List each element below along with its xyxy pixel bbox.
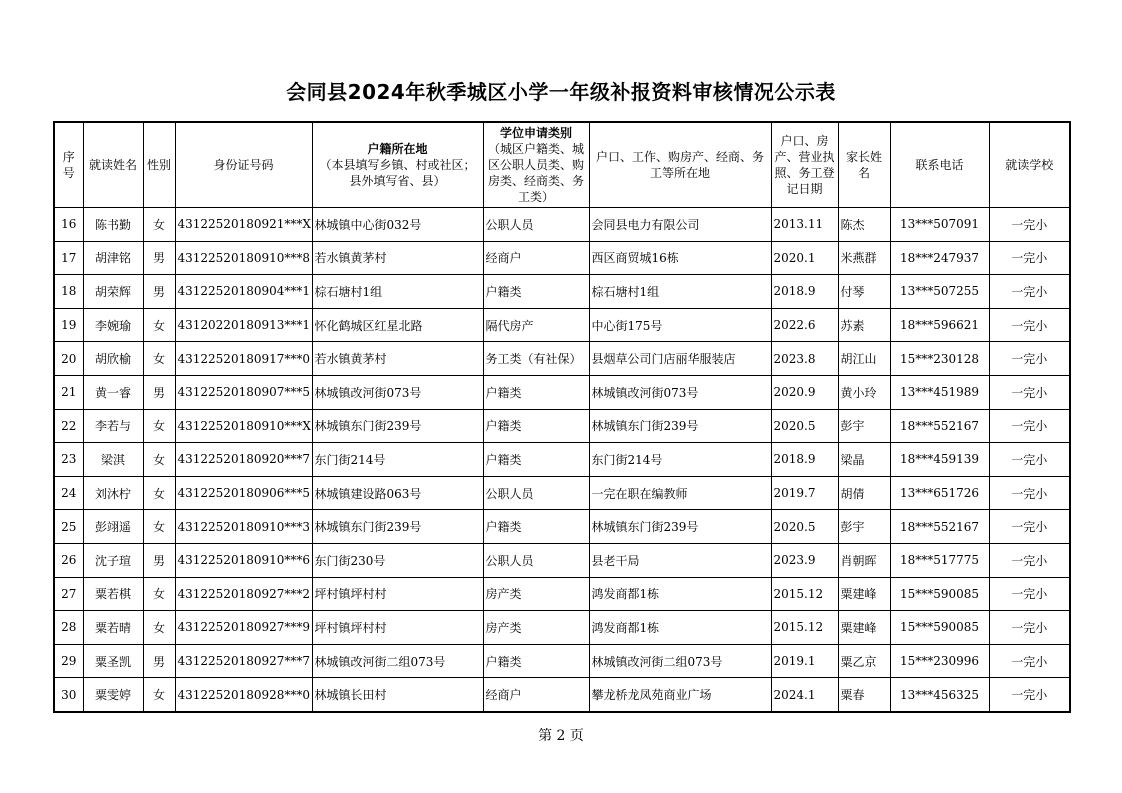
cell-hukou: 林城镇中心街032号 xyxy=(312,208,483,242)
cell-address: 鸿发商都1栋 xyxy=(589,611,771,645)
cell-category: 务工类（有社保） xyxy=(483,342,589,376)
cell-seq: 30 xyxy=(54,678,83,712)
cell-seq: 18 xyxy=(54,275,83,309)
cell-address: 西区商贸城16栋 xyxy=(589,241,771,275)
cell-id: 43122520180928***0 xyxy=(175,678,312,712)
cell-category: 公职人员 xyxy=(483,543,589,577)
cell-parent: 黄小玲 xyxy=(838,375,890,409)
cell-parent: 粟春 xyxy=(838,678,890,712)
table-row xyxy=(54,208,1070,242)
cell-date: 2020.9 xyxy=(771,375,838,409)
cell-name: 梁淇 xyxy=(83,443,143,477)
cell-category: 经商户 xyxy=(483,678,589,712)
cell-gender: 男 xyxy=(143,275,175,309)
cell-hukou: 林城镇长田村 xyxy=(312,678,483,712)
cell-parent: 彭宇 xyxy=(838,409,890,443)
cell-id: 43122520180910***6 xyxy=(175,543,312,577)
cell-id: 43122520180910***X xyxy=(175,409,312,443)
cell-category: 公职人员 xyxy=(483,208,589,242)
cell-school: 一完小 xyxy=(989,611,1070,645)
cell-address: 东门街214号 xyxy=(589,443,771,477)
cell-hukou: 东门街214号 xyxy=(312,443,483,477)
header-phone: 联系电话 xyxy=(890,122,989,208)
cell-hukou: 坪村镇坪村村 xyxy=(312,577,483,611)
header-school: 就读学校 xyxy=(989,122,1070,208)
cell-date: 2013.11 xyxy=(771,208,838,242)
cell-gender: 女 xyxy=(143,510,175,544)
cell-phone: 18***552167 xyxy=(890,409,989,443)
cell-category: 经商户 xyxy=(483,241,589,275)
table-row xyxy=(54,241,1070,275)
cell-phone: 18***517775 xyxy=(890,543,989,577)
cell-phone: 15***230996 xyxy=(890,644,989,678)
cell-seq: 24 xyxy=(54,476,83,510)
cell-id: 43122520180907***5 xyxy=(175,375,312,409)
cell-name: 胡欣榆 xyxy=(83,342,143,376)
cell-category: 户籍类 xyxy=(483,409,589,443)
cell-parent: 粟建峰 xyxy=(838,577,890,611)
cell-gender: 女 xyxy=(143,611,175,645)
table-row xyxy=(54,443,1070,477)
cell-date: 2024.1 xyxy=(771,678,838,712)
cell-school: 一完小 xyxy=(989,275,1070,309)
cell-name: 粟圣凯 xyxy=(83,644,143,678)
table-row xyxy=(54,577,1070,611)
cell-address: 攀龙桥龙凤苑商业广场 xyxy=(589,678,771,712)
cell-parent: 付琴 xyxy=(838,275,890,309)
cell-parent: 粟建峰 xyxy=(838,611,890,645)
table-row xyxy=(54,510,1070,544)
cell-address: 鸿发商都1栋 xyxy=(589,577,771,611)
table-row xyxy=(54,308,1070,342)
cell-parent: 肖朝晖 xyxy=(838,543,890,577)
cell-category: 户籍类 xyxy=(483,443,589,477)
cell-hukou: 怀化鹤城区红星北路 xyxy=(312,308,483,342)
cell-seq: 28 xyxy=(54,611,83,645)
cell-school: 一完小 xyxy=(989,375,1070,409)
table-row xyxy=(54,543,1070,577)
cell-gender: 女 xyxy=(143,409,175,443)
cell-id: 43122520180910***3 xyxy=(175,510,312,544)
cell-id: 43122520180904***1 xyxy=(175,275,312,309)
cell-category: 公职人员 xyxy=(483,476,589,510)
cell-parent: 苏素 xyxy=(838,308,890,342)
cell-seq: 26 xyxy=(54,543,83,577)
cell-hukou: 林城镇改河街二组073号 xyxy=(312,644,483,678)
cell-date: 2020.5 xyxy=(771,409,838,443)
cell-phone: 15***230128 xyxy=(890,342,989,376)
header-hukou-note: （本县填写乡镇、村或社区；县外填写省、县） xyxy=(319,158,476,188)
cell-gender: 女 xyxy=(143,678,175,712)
header-hukou xyxy=(312,122,483,208)
cell-seq: 25 xyxy=(54,510,83,544)
cell-parent: 陈杰 xyxy=(838,208,890,242)
cell-hukou: 林城镇东门街239号 xyxy=(312,510,483,544)
cell-name: 刘沐柠 xyxy=(83,476,143,510)
cell-parent: 梁晶 xyxy=(838,443,890,477)
cell-phone: 15***590085 xyxy=(890,577,989,611)
cell-hukou: 林城镇东门街239号 xyxy=(312,409,483,443)
cell-name: 胡荣辉 xyxy=(83,275,143,309)
cell-school: 一完小 xyxy=(989,678,1070,712)
cell-address: 林城镇改河街二组073号 xyxy=(589,644,771,678)
cell-date: 2020.1 xyxy=(771,241,838,275)
cell-address: 林城镇东门街239号 xyxy=(589,510,771,544)
header-parent: 家长姓名 xyxy=(838,122,890,208)
header-category-note: （城区户籍类、城区公职人员类、购房类、经商类、务工类） xyxy=(487,142,584,204)
cell-id: 43122520180917***0 xyxy=(175,342,312,376)
header-category xyxy=(483,122,589,208)
cell-school: 一完小 xyxy=(989,443,1070,477)
cell-parent: 米燕群 xyxy=(838,241,890,275)
cell-seq: 19 xyxy=(54,308,83,342)
header-id: 身份证号码 xyxy=(175,122,312,208)
cell-school: 一完小 xyxy=(989,577,1070,611)
cell-date: 2023.8 xyxy=(771,342,838,376)
audit-table xyxy=(53,121,1071,713)
cell-school: 一完小 xyxy=(989,208,1070,242)
cell-seq: 20 xyxy=(54,342,83,376)
cell-id: 43122520180921***X xyxy=(175,208,312,242)
cell-phone: 18***552167 xyxy=(890,510,989,544)
cell-address: 林城镇东门街239号 xyxy=(589,409,771,443)
cell-seq: 21 xyxy=(54,375,83,409)
cell-school: 一完小 xyxy=(989,510,1070,544)
table-row xyxy=(54,342,1070,376)
cell-hukou: 林城镇改河街073号 xyxy=(312,375,483,409)
cell-seq: 16 xyxy=(54,208,83,242)
table-row xyxy=(54,275,1070,309)
cell-phone: 18***247937 xyxy=(890,241,989,275)
header-gender: 性别 xyxy=(143,122,175,208)
cell-school: 一完小 xyxy=(989,308,1070,342)
cell-date: 2018.9 xyxy=(771,275,838,309)
cell-id: 43122520180927***7 xyxy=(175,644,312,678)
cell-school: 一完小 xyxy=(989,409,1070,443)
cell-school: 一完小 xyxy=(989,543,1070,577)
cell-category: 户籍类 xyxy=(483,275,589,309)
cell-gender: 男 xyxy=(143,543,175,577)
cell-gender: 女 xyxy=(143,443,175,477)
cell-date: 2015.12 xyxy=(771,577,838,611)
cell-date: 2019.7 xyxy=(771,476,838,510)
cell-name: 彭翊遥 xyxy=(83,510,143,544)
cell-hukou: 棕石塘村1组 xyxy=(312,275,483,309)
cell-date: 2019.1 xyxy=(771,644,838,678)
cell-id: 43122520180920***7 xyxy=(175,443,312,477)
cell-gender: 女 xyxy=(143,342,175,376)
cell-phone: 13***507091 xyxy=(890,208,989,242)
table-row xyxy=(54,375,1070,409)
cell-gender: 女 xyxy=(143,476,175,510)
cell-seq: 17 xyxy=(54,241,83,275)
cell-parent: 彭宇 xyxy=(838,510,890,544)
cell-phone: 13***651726 xyxy=(890,476,989,510)
cell-name: 粟雯婷 xyxy=(83,678,143,712)
table-row xyxy=(54,644,1070,678)
cell-hukou: 若水镇黄茅村 xyxy=(312,241,483,275)
cell-parent: 胡倩 xyxy=(838,476,890,510)
cell-school: 一完小 xyxy=(989,476,1070,510)
cell-address: 县老干局 xyxy=(589,543,771,577)
cell-category: 户籍类 xyxy=(483,644,589,678)
cell-id: 43122520180927***2 xyxy=(175,577,312,611)
table-header-row xyxy=(54,122,1070,208)
header-address: 户口、工作、购房产、经商、务工等所在地 xyxy=(589,122,771,208)
cell-name: 粟若棋 xyxy=(83,577,143,611)
cell-name: 李婉瑜 xyxy=(83,308,143,342)
cell-name: 黄一睿 xyxy=(83,375,143,409)
cell-phone: 13***507255 xyxy=(890,275,989,309)
header-category-main: 学位申请类别 xyxy=(499,126,572,140)
table-row xyxy=(54,611,1070,645)
cell-phone: 15***590085 xyxy=(890,611,989,645)
cell-id: 43122520180927***9 xyxy=(175,611,312,645)
cell-category: 房产类 xyxy=(483,611,589,645)
header-date: 户口、房产、营业执照、务工登记日期 xyxy=(771,122,838,208)
cell-address: 林城镇改河街073号 xyxy=(589,375,771,409)
table-row xyxy=(54,678,1070,712)
cell-category: 房产类 xyxy=(483,577,589,611)
header-seq: 序号 xyxy=(54,122,83,208)
cell-name: 沈子瑄 xyxy=(83,543,143,577)
cell-address: 中心街175号 xyxy=(589,308,771,342)
page-title: 会同县2024年秋季城区小学一年级补报资料审核情况公示表 xyxy=(286,80,836,104)
cell-gender: 女 xyxy=(143,308,175,342)
cell-category: 户籍类 xyxy=(483,510,589,544)
cell-seq: 23 xyxy=(54,443,83,477)
cell-gender: 女 xyxy=(143,577,175,611)
cell-date: 2018.9 xyxy=(771,443,838,477)
cell-category: 隔代房产 xyxy=(483,308,589,342)
cell-hukou: 林城镇建设路063号 xyxy=(312,476,483,510)
cell-id: 43122520180906***5 xyxy=(175,476,312,510)
cell-hukou: 若水镇黄茅村 xyxy=(312,342,483,376)
cell-school: 一完小 xyxy=(989,644,1070,678)
cell-name: 胡津铭 xyxy=(83,241,143,275)
cell-seq: 22 xyxy=(54,409,83,443)
cell-address: 会同县电力有限公司 xyxy=(589,208,771,242)
header-hukou-main: 户籍所在地 xyxy=(367,142,428,156)
cell-id: 43122520180910***8 xyxy=(175,241,312,275)
table-row xyxy=(54,476,1070,510)
cell-phone: 18***459139 xyxy=(890,443,989,477)
cell-name: 陈书勤 xyxy=(83,208,143,242)
header-name: 就读姓名 xyxy=(83,122,143,208)
cell-date: 2015.12 xyxy=(771,611,838,645)
cell-seq: 27 xyxy=(54,577,83,611)
cell-id: 43120220180913***1 xyxy=(175,308,312,342)
cell-parent: 粟乙京 xyxy=(838,644,890,678)
cell-hukou: 东门街230号 xyxy=(312,543,483,577)
cell-seq: 29 xyxy=(54,644,83,678)
cell-gender: 男 xyxy=(143,241,175,275)
cell-category: 户籍类 xyxy=(483,375,589,409)
cell-date: 2022.6 xyxy=(771,308,838,342)
cell-date: 2020.5 xyxy=(771,510,838,544)
cell-date: 2023.9 xyxy=(771,543,838,577)
cell-address: 县烟草公司门店丽华服装店 xyxy=(589,342,771,376)
cell-phone: 13***451989 xyxy=(890,375,989,409)
cell-school: 一完小 xyxy=(989,342,1070,376)
cell-gender: 女 xyxy=(143,208,175,242)
cell-parent: 胡江山 xyxy=(838,342,890,376)
cell-hukou: 坪村镇坪村村 xyxy=(312,611,483,645)
cell-phone: 18***596621 xyxy=(890,308,989,342)
cell-address: 一完在职在编教师 xyxy=(589,476,771,510)
cell-gender: 男 xyxy=(143,644,175,678)
cell-name: 李若与 xyxy=(83,409,143,443)
cell-name: 粟若晴 xyxy=(83,611,143,645)
cell-gender: 男 xyxy=(143,375,175,409)
table-row xyxy=(54,409,1070,443)
cell-school: 一完小 xyxy=(989,241,1070,275)
page-number: 第 2 页 xyxy=(538,728,584,744)
cell-address: 棕石塘村1组 xyxy=(589,275,771,309)
cell-phone: 13***456325 xyxy=(890,678,989,712)
